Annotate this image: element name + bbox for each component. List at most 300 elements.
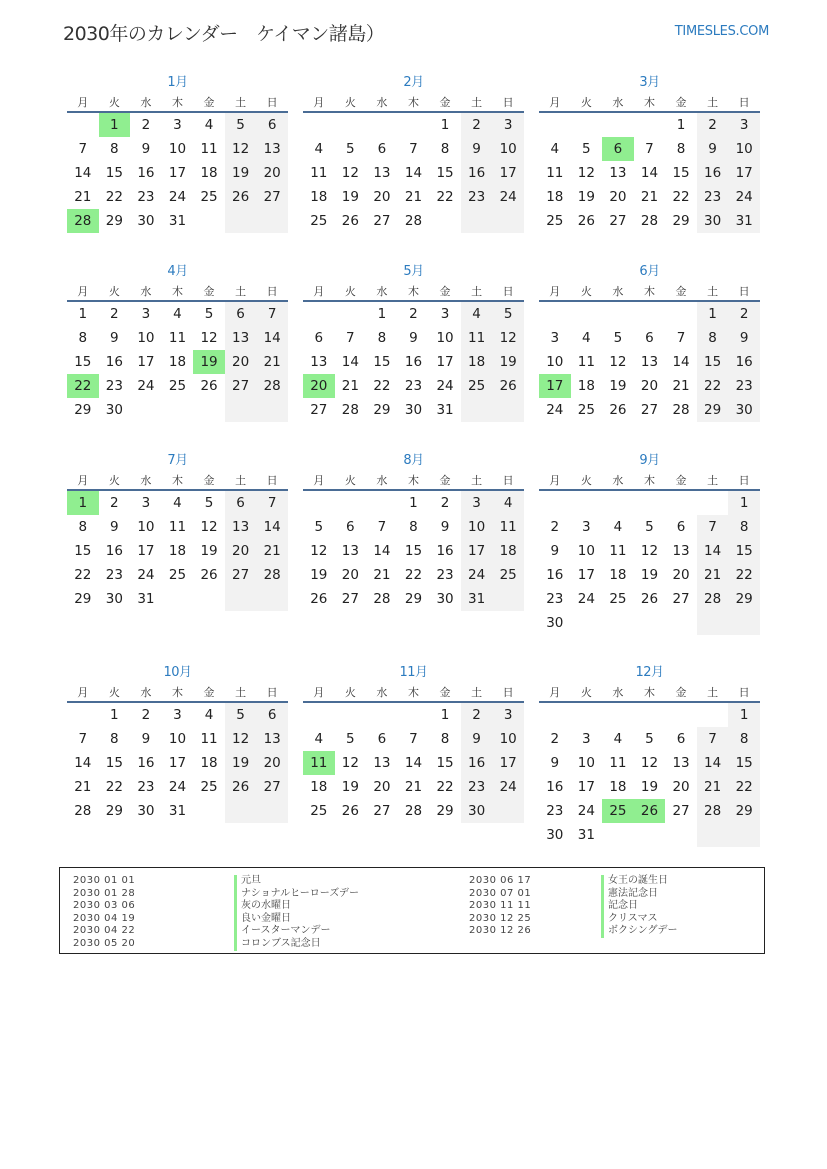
day-cell: 22	[67, 374, 99, 398]
day-cell: 5	[225, 703, 257, 727]
day-cell: 29	[672, 213, 690, 229]
weekday-label: 日	[738, 686, 750, 699]
day-grid	[539, 302, 760, 422]
day-cell: 25	[168, 567, 187, 583]
day-cell: 19	[609, 378, 627, 394]
day-cell: 7	[78, 731, 88, 747]
empty-cell	[67, 703, 99, 727]
day-cell: 27	[640, 402, 659, 418]
day-cell: 27	[256, 185, 288, 209]
day-cell: 25	[492, 563, 524, 587]
weekday-header	[539, 472, 760, 489]
day-cell: 26	[225, 185, 257, 209]
day-cell: 27	[672, 591, 690, 607]
day-cell: 7	[645, 141, 654, 157]
day-cell: 28	[697, 799, 729, 823]
holiday-legend	[59, 867, 765, 954]
day-cell: 28	[404, 803, 423, 819]
day-cell: 2	[440, 495, 450, 511]
day-cell: 26	[200, 378, 218, 394]
empty-cell	[335, 113, 367, 137]
day-cell: 16	[137, 165, 155, 181]
day-cell: 23	[105, 567, 123, 583]
day-cell: 21	[697, 563, 729, 587]
day-cell: 9	[141, 731, 151, 747]
day-cell: 4	[204, 117, 214, 133]
day-cell: 21	[672, 378, 690, 394]
legend-right-names	[601, 875, 678, 938]
day-cell: 31	[577, 827, 595, 843]
day-cell: 20	[225, 350, 257, 374]
weekday-label: 土	[471, 686, 483, 699]
day-cell: 14	[404, 755, 423, 771]
day-cell: 2	[110, 495, 119, 511]
weekday-label: 木	[643, 96, 655, 109]
holiday-date: 2030 04 22	[73, 925, 136, 937]
empty-cell	[193, 209, 225, 233]
weekday-header	[303, 283, 524, 300]
day-cell: 7	[676, 330, 686, 346]
day-cell: 13	[373, 755, 391, 771]
day-cell: 5	[225, 113, 257, 137]
weekday-label: 金	[203, 96, 215, 109]
empty-cell	[539, 302, 571, 326]
day-cell: 19	[492, 350, 524, 374]
weekday-label: 日	[502, 96, 514, 109]
weekday-label: 土	[235, 96, 247, 109]
day-cell: 13	[310, 354, 328, 370]
day-cell: 7	[409, 141, 418, 157]
day-cell: 2	[409, 306, 418, 322]
month-1	[67, 72, 288, 261]
day-cell: 18	[577, 378, 595, 394]
day-cell: 22	[105, 189, 123, 205]
day-cell: 23	[461, 775, 493, 799]
day-cell: 10	[577, 543, 595, 559]
day-cell: 27	[373, 213, 391, 229]
day-cell: 13	[609, 165, 627, 181]
empty-cell	[697, 703, 729, 727]
day-cell: 3	[141, 495, 151, 511]
day-cell: 30	[137, 213, 155, 229]
day-cell: 29	[105, 803, 123, 819]
day-cell: 1	[676, 117, 686, 133]
weekday-label: 土	[235, 474, 247, 487]
day-cell: 14	[697, 751, 729, 775]
weekday-label: 日	[502, 474, 514, 487]
day-cell: 7	[697, 727, 729, 751]
empty-cell	[665, 302, 697, 326]
day-cell: 9	[440, 519, 450, 535]
day-cell: 1	[728, 491, 760, 515]
day-cell: 4	[613, 731, 623, 747]
day-cell: 21	[256, 350, 288, 374]
day-cell: 7	[377, 519, 387, 535]
empty-cell	[335, 491, 367, 515]
day-cell: 24	[137, 567, 155, 583]
empty-cell	[697, 611, 729, 635]
day-cell: 6	[377, 141, 387, 157]
day-cell: 11	[200, 141, 218, 157]
holiday-date: 2030 05 20	[73, 937, 136, 949]
empty-cell	[634, 611, 666, 635]
weekday-label: 土	[235, 686, 247, 699]
day-cell: 8	[78, 330, 88, 346]
empty-cell	[539, 491, 571, 515]
weekday-label: 木	[171, 474, 183, 487]
day-cell: 8	[78, 519, 88, 535]
day-cell: 6	[225, 491, 257, 515]
empty-cell	[728, 611, 760, 635]
weekday-label: 水	[612, 686, 624, 699]
day-cell: 6	[645, 330, 654, 346]
month-title: 12月	[635, 665, 664, 680]
day-cell: 1	[67, 491, 99, 515]
day-cell: 30	[105, 402, 123, 418]
empty-cell	[492, 209, 524, 233]
day-cell: 9	[697, 137, 729, 161]
empty-cell	[571, 113, 603, 137]
day-cell: 22	[728, 775, 760, 799]
empty-cell	[665, 491, 697, 515]
day-cell: 22	[672, 189, 690, 205]
day-cell: 30	[697, 209, 729, 233]
month-title: 2月	[403, 75, 424, 90]
day-cell: 21	[404, 189, 423, 205]
day-cell: 8	[676, 141, 686, 157]
day-cell: 4	[613, 519, 623, 535]
day-cell: 5	[492, 302, 524, 326]
weekday-header	[67, 283, 288, 300]
day-cell: 8	[697, 326, 729, 350]
day-cell: 14	[74, 165, 92, 181]
day-cell: 29	[74, 402, 92, 418]
weekday-label: 日	[266, 686, 278, 699]
empty-cell	[571, 302, 603, 326]
weekday-label: 火	[580, 96, 592, 109]
day-cell: 31	[728, 209, 760, 233]
day-cell: 30	[461, 799, 493, 823]
day-cell: 4	[173, 306, 182, 322]
empty-cell	[225, 799, 257, 823]
day-cell: 21	[341, 378, 359, 394]
day-cell: 17	[492, 751, 524, 775]
day-cell: 6	[225, 302, 257, 326]
day-cell: 6	[314, 330, 324, 346]
empty-cell	[429, 209, 461, 233]
day-cell: 30	[728, 398, 760, 422]
day-cell: 23	[546, 591, 564, 607]
day-cell: 18	[310, 189, 328, 205]
weekday-label: 金	[675, 96, 687, 109]
empty-cell	[193, 587, 225, 611]
month-title: 10月	[163, 665, 192, 680]
empty-cell	[571, 491, 603, 515]
day-cell: 11	[609, 543, 627, 559]
empty-cell	[303, 302, 335, 326]
day-cell: 28	[256, 563, 288, 587]
day-cell: 22	[697, 374, 729, 398]
weekday-label: 金	[439, 285, 451, 298]
day-cell: 28	[697, 587, 729, 611]
weekday-label: 木	[171, 686, 183, 699]
day-cell: 3	[440, 306, 450, 322]
empty-cell	[335, 302, 367, 326]
empty-cell	[602, 113, 634, 137]
day-cell: 23	[546, 803, 564, 819]
weekday-label: 日	[738, 96, 750, 109]
holiday-date: 2030 03 06	[73, 900, 136, 912]
day-cell: 27	[256, 775, 288, 799]
day-cell: 19	[200, 543, 218, 559]
weekday-label: 月	[549, 285, 561, 298]
day-cell: 21	[404, 779, 423, 795]
day-cell: 3	[461, 491, 493, 515]
day-cell: 14	[74, 755, 92, 771]
weekday-label: 水	[376, 96, 388, 109]
empty-cell	[492, 398, 524, 422]
day-cell: 29	[436, 803, 454, 819]
weekday-header	[67, 94, 288, 111]
day-cell: 26	[634, 799, 666, 823]
empty-cell	[303, 113, 335, 137]
empty-cell	[539, 113, 571, 137]
weekday-label: 月	[313, 285, 325, 298]
day-cell: 19	[341, 779, 359, 795]
weekday-label: 金	[203, 285, 215, 298]
day-cell: 25	[310, 803, 328, 819]
day-cell: 15	[74, 354, 92, 370]
weekday-label: 火	[580, 474, 592, 487]
day-cell: 29	[373, 402, 391, 418]
day-cell: 24	[168, 189, 187, 205]
day-cell: 12	[640, 543, 659, 559]
day-cell: 11	[200, 731, 218, 747]
day-cell: 15	[74, 543, 92, 559]
day-cell: 1	[409, 495, 418, 511]
day-cell: 10	[461, 515, 493, 539]
day-cell: 29	[404, 591, 423, 607]
day-grid	[303, 703, 524, 823]
day-cell: 9	[728, 326, 760, 350]
weekday-label: 水	[140, 96, 152, 109]
day-cell: 20	[225, 539, 257, 563]
day-cell: 28	[341, 402, 359, 418]
site-name[interactable]: TIMESLES.COM	[674, 24, 769, 39]
day-cell: 31	[137, 591, 155, 607]
day-cell: 28	[67, 209, 99, 233]
day-cell: 16	[546, 779, 564, 795]
month-8	[303, 450, 524, 662]
weekday-label: 金	[675, 474, 687, 487]
day-cell: 25	[602, 799, 634, 823]
weekday-label: 木	[643, 285, 655, 298]
day-cell: 6	[256, 703, 288, 727]
day-cell: 26	[577, 213, 595, 229]
day-cell: 2	[110, 306, 119, 322]
day-cell: 25	[200, 779, 218, 795]
day-cell: 15	[728, 539, 760, 563]
day-cell: 6	[377, 731, 387, 747]
day-cell: 10	[137, 519, 155, 535]
day-cell: 5	[613, 330, 623, 346]
empty-cell	[571, 611, 603, 635]
day-cell: 14	[697, 539, 729, 563]
day-cell: 20	[609, 189, 627, 205]
day-cell: 20	[256, 161, 288, 185]
day-cell: 23	[105, 378, 123, 394]
day-cell: 27	[225, 374, 257, 398]
weekday-label: 月	[313, 686, 325, 699]
day-cell: 20	[672, 779, 690, 795]
weekday-label: 金	[203, 474, 215, 487]
weekday-label: 水	[140, 285, 152, 298]
day-cell: 17	[137, 354, 155, 370]
weekday-label: 木	[407, 474, 419, 487]
day-cell: 25	[546, 213, 564, 229]
weekday-label: 火	[344, 285, 356, 298]
day-cell: 25	[461, 374, 493, 398]
holiday-name: コロンブス記念日	[241, 937, 321, 949]
weekday-label: 水	[376, 686, 388, 699]
empty-cell	[256, 587, 288, 611]
month-title: 7月	[167, 453, 188, 468]
day-cell: 28	[672, 402, 690, 418]
day-grid	[539, 113, 760, 233]
day-cell: 25	[310, 213, 328, 229]
weekday-label: 火	[108, 285, 120, 298]
day-cell: 1	[99, 113, 131, 137]
day-cell: 31	[168, 803, 187, 819]
day-cell: 15	[436, 755, 454, 771]
day-cell: 24	[461, 563, 493, 587]
weekday-label: 土	[471, 96, 483, 109]
holiday-name: ナショナルヒーローズデー	[241, 887, 359, 899]
day-cell: 8	[440, 141, 450, 157]
holiday-date: 2030 01 01	[73, 875, 136, 886]
holiday-name: 元旦	[241, 875, 261, 886]
day-grid	[303, 491, 524, 611]
day-cell: 2	[550, 519, 560, 535]
day-cell: 22	[728, 563, 760, 587]
weekday-label: 金	[439, 686, 451, 699]
day-cell: 3	[141, 306, 151, 322]
weekday-label: 木	[407, 686, 419, 699]
day-cell: 29	[74, 591, 92, 607]
empty-cell	[697, 823, 729, 847]
empty-cell	[539, 703, 571, 727]
weekday-label: 水	[612, 474, 624, 487]
day-cell: 26	[310, 591, 328, 607]
day-cell: 12	[609, 354, 627, 370]
day-cell: 19	[640, 567, 659, 583]
day-cell: 13	[373, 165, 391, 181]
weekday-header	[539, 283, 760, 300]
day-cell: 13	[256, 727, 288, 751]
day-cell: 21	[74, 779, 92, 795]
day-cell: 8	[110, 141, 119, 157]
day-cell: 23	[728, 374, 760, 398]
empty-cell	[602, 703, 634, 727]
day-cell: 23	[461, 185, 493, 209]
day-cell: 23	[137, 189, 155, 205]
empty-cell	[665, 823, 697, 847]
empty-cell	[634, 491, 666, 515]
month-4	[67, 261, 288, 450]
day-cell: 15	[105, 755, 123, 771]
empty-cell	[398, 703, 430, 727]
day-cell: 8	[110, 731, 119, 747]
day-cell: 29	[697, 398, 729, 422]
holiday-date: 2030 04 19	[73, 912, 136, 924]
weekday-label: 月	[77, 96, 89, 109]
day-cell: 8	[728, 727, 760, 751]
day-cell: 19	[193, 350, 225, 374]
day-cell: 19	[225, 751, 257, 775]
empty-cell	[492, 799, 524, 823]
empty-cell	[571, 703, 603, 727]
day-cell: 24	[546, 402, 564, 418]
day-cell: 22	[105, 779, 123, 795]
month-3	[539, 72, 760, 261]
day-cell: 23	[436, 567, 454, 583]
day-cell: 13	[225, 515, 257, 539]
day-cell: 6	[256, 113, 288, 137]
day-cell: 5	[346, 141, 355, 157]
day-cell: 9	[550, 543, 560, 559]
empty-cell	[634, 823, 666, 847]
weekday-label: 火	[344, 474, 356, 487]
day-cell: 19	[225, 161, 257, 185]
empty-cell	[398, 113, 430, 137]
day-cell: 26	[640, 591, 659, 607]
weekday-label: 月	[549, 686, 561, 699]
day-cell: 31	[461, 587, 493, 611]
day-cell: 25	[609, 591, 627, 607]
holiday-name: 憲法記念日	[608, 887, 658, 899]
weekday-label: 土	[707, 285, 719, 298]
day-cell: 14	[404, 165, 423, 181]
month-6	[539, 261, 760, 450]
day-cell: 14	[341, 354, 359, 370]
day-cell: 18	[200, 755, 218, 771]
day-cell: 23	[137, 779, 155, 795]
empty-cell	[602, 302, 634, 326]
day-grid	[67, 302, 288, 422]
day-cell: 10	[436, 330, 454, 346]
weekday-label: 金	[439, 474, 451, 487]
day-cell: 30	[546, 615, 564, 631]
day-cell: 20	[303, 374, 335, 398]
day-cell: 2	[461, 703, 493, 727]
day-cell: 2	[550, 731, 560, 747]
day-cell: 1	[440, 707, 450, 723]
day-cell: 3	[582, 519, 591, 535]
empty-cell	[602, 823, 634, 847]
day-cell: 13	[672, 755, 690, 771]
weekday-header	[539, 94, 760, 111]
day-cell: 18	[168, 354, 187, 370]
day-cell: 12	[341, 165, 359, 181]
weekday-header	[303, 472, 524, 489]
weekday-header	[67, 472, 288, 489]
day-cell: 18	[461, 350, 493, 374]
month-title: 8月	[403, 453, 424, 468]
day-cell: 4	[550, 141, 560, 157]
day-cell: 4	[582, 330, 591, 346]
day-cell: 7	[346, 330, 355, 346]
day-cell: 21	[256, 539, 288, 563]
